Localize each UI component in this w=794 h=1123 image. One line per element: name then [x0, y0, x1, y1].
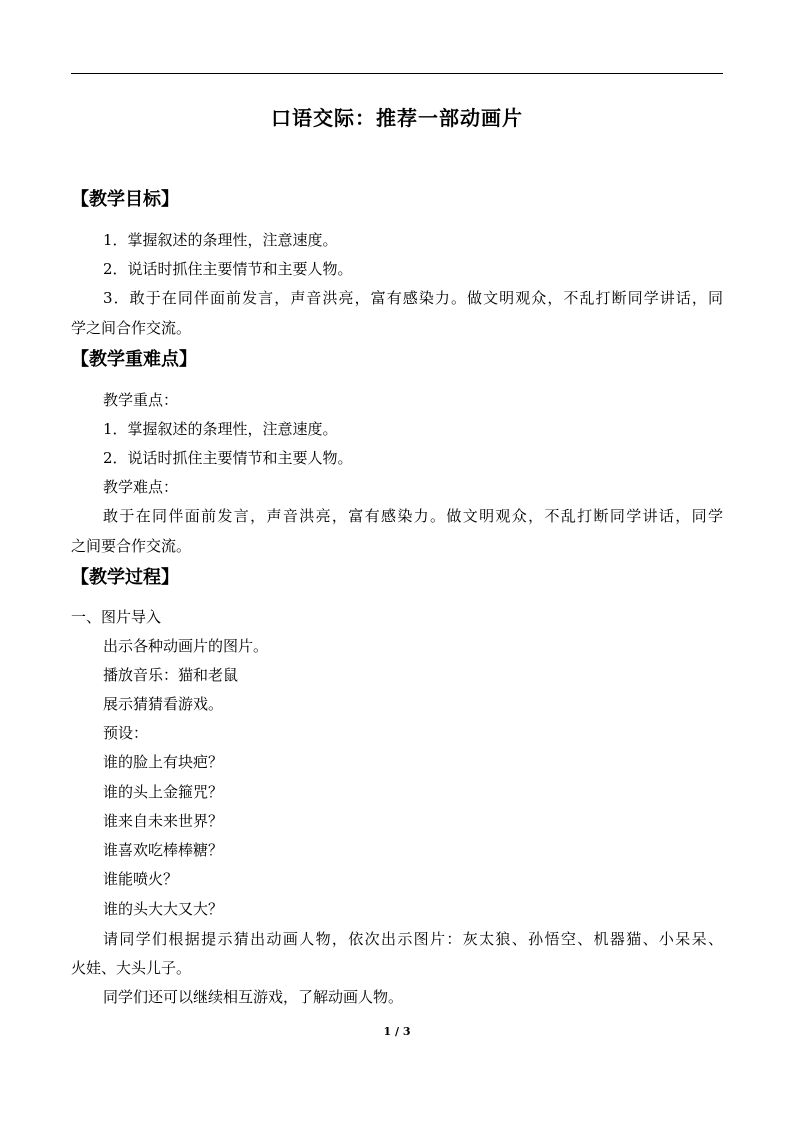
section-heading-objectives: 【教学目标】: [71, 189, 179, 210]
section-heading-process: 【教学过程】: [71, 567, 179, 588]
process-line: 预设：: [103, 724, 149, 742]
objective-item: 1．掌握叙述的条理性，注意速度。: [103, 231, 338, 249]
step-title: 一、图片导入: [71, 608, 162, 626]
focus-label: 教学重点：: [103, 391, 179, 409]
difficulty-text: 敢于在同伴面前发言，声音洪亮，富有感染力。做文明观众，不乱打断同学讲话，同学: [103, 507, 723, 525]
riddle-line: 谁能喷火？: [103, 870, 179, 888]
riddle-line: 谁的头大大又大？: [103, 900, 224, 918]
riddle-line: 谁来自未来世界？: [103, 812, 224, 830]
header-rule: [71, 73, 723, 74]
section-heading-key-points: 【教学重难点】: [71, 349, 197, 370]
objective-item: 2．说话时抓住主要情节和主要人物。: [103, 260, 353, 278]
hint-line-continued: 火娃、大头儿子。: [71, 959, 192, 977]
document-title: 口语交际：推荐一部动画片: [271, 106, 523, 130]
focus-item: 2．说话时抓住主要情节和主要人物。: [103, 449, 353, 467]
page-number: 1 / 3: [383, 1025, 411, 1038]
riddle-line: 谁的脸上有块疤？: [103, 753, 224, 771]
riddle-line: 谁的头上金箍咒？: [103, 783, 224, 801]
focus-item: 1．掌握叙述的条理性，注意速度。: [103, 420, 338, 438]
difficulty-label: 教学难点：: [103, 478, 179, 496]
process-line: 出示各种动画片的图片。: [103, 637, 269, 655]
objective-item: 3．敢于在同伴面前发言，声音洪亮，富有感染力。做文明观众，不乱打断同学讲话，同: [103, 289, 723, 307]
closing-line: 同学们还可以继续相互游戏，了解动画人物。: [103, 988, 404, 1006]
process-line: 展示猜猜看游戏。: [103, 695, 224, 713]
process-line: 播放音乐：猫和老鼠: [103, 666, 239, 684]
difficulty-text-continued: 之间要合作交流。: [71, 537, 192, 555]
hint-line: 请同学们根据提示猜出动画人物，依次出示图片：灰太狼、孙悟空、机器猫、小呆呆、: [103, 930, 723, 948]
riddle-line: 谁喜欢吃棒棒糖？: [103, 841, 224, 859]
objective-item-continued: 学之间合作交流。: [71, 319, 192, 337]
